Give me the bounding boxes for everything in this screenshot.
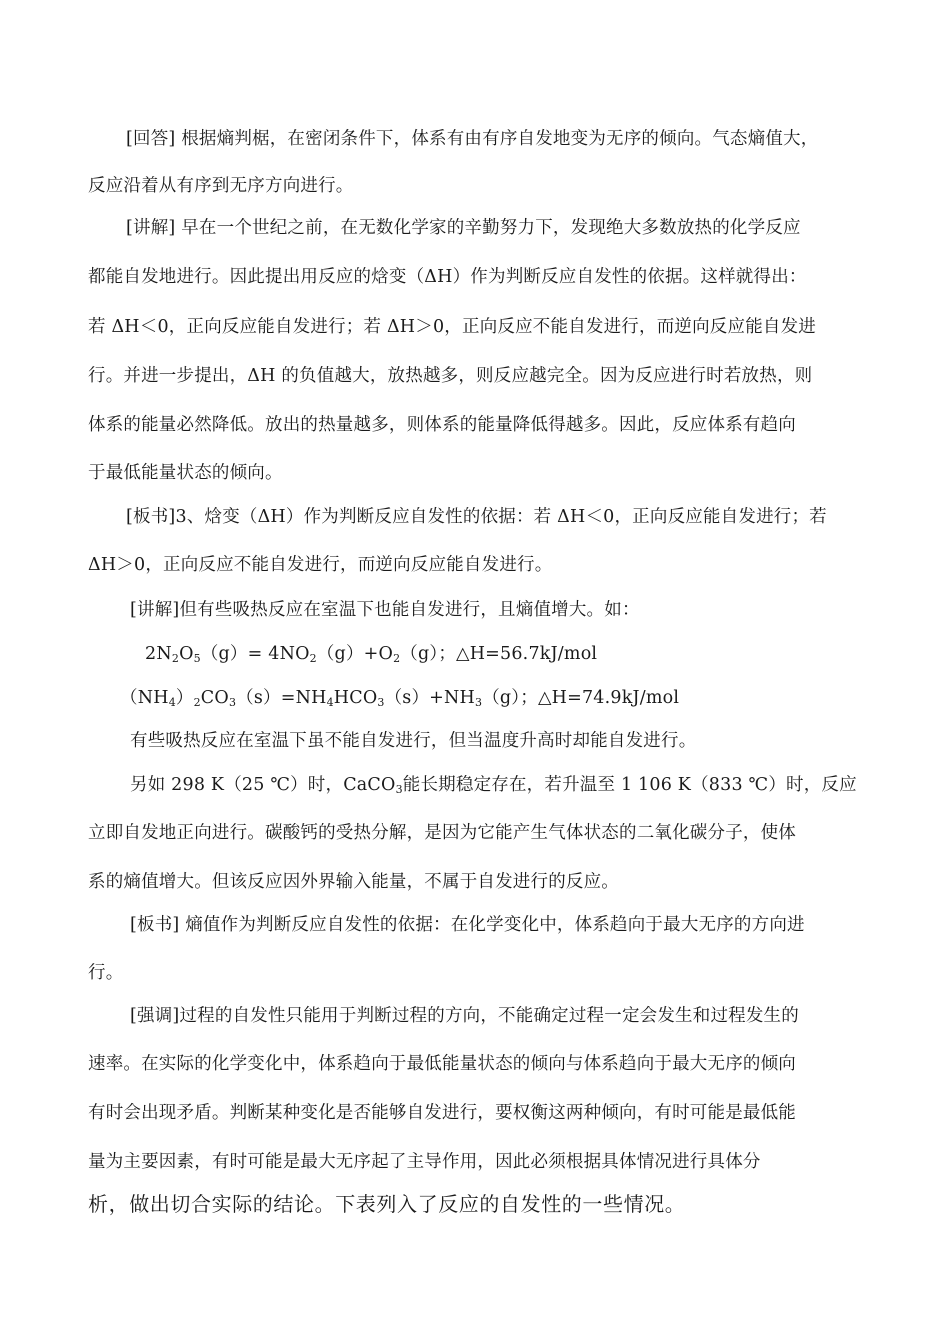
paragraph-endothermic-note: 有些吸热反应在室温下虽不能自发进行，但当温度升高时却能自发进行。 bbox=[130, 731, 697, 751]
paragraph-board2-line-1: [板书] 熵值作为判断反应自发性的依据：在化学变化中，体系趋向于最大无序的方向进 bbox=[130, 915, 805, 935]
paragraph-emphasis-line-1: [强调]过程的自发性只能用于判断过程的方向，不能确定过程一定会发生和过程发生的 bbox=[130, 1006, 799, 1026]
paragraph-caco3-line-1: 另如 298 K（25 ℃）时，CaCO$_3$能长期稳定存在，若升温至 1 106 K（833 ℃）时，反应 bbox=[130, 775, 857, 796]
paragraph-lecture-line-5: 体系的能量必然降低。放出的热量越多，则体系的能量降低得越多。因此，反应体系有趋向 bbox=[88, 415, 796, 435]
paragraph-caco3-line-3: 系的熵值增大。但该反应因外界输入能量，不属于自发进行的反应。 bbox=[88, 872, 619, 892]
equation-ammonium-carbonate: $(NH_4)_2CO_3(s)=NH_4HCO_3(s)+NH_3(g)$；△H=74.9kJ/mol bbox=[120, 688, 680, 709]
paragraph-board-line-2: ΔH＞0，正向反应不能自发进行，而逆向反应能自发进行。 bbox=[88, 555, 553, 575]
paragraph-lecture-line-6: 于最低能量状态的倾向。 bbox=[88, 463, 283, 483]
paragraph-emphasis-line-3: 有时会出现矛盾。判断某种变化是否能够自发进行，要权衡这两种倾向，有时可能是最低能 bbox=[88, 1103, 796, 1123]
paragraph-board-line-1: [板书]3、焓变（ΔH）作为判断反应自发性的依据：若 ΔH＜0，正向反应能自发进行；若 bbox=[126, 507, 827, 527]
paragraph-board2-line-2: 行。 bbox=[88, 963, 124, 983]
paragraph-emphasis-line-5: 析，做出切合实际的结论。下表列入了反应的自发性的一些情况。 bbox=[88, 1192, 686, 1216]
paragraph-lecture-line-1: [讲解] 早在一个世纪之前，在无数化学家的辛勤努力下，发现绝大多数放热的化学反应 bbox=[126, 218, 801, 238]
paragraph-emphasis-line-4: 量为主要因素，有时可能是最大无序起了主导作用，因此必须根据具体情况进行具体分 bbox=[88, 1152, 761, 1172]
paragraph-lecture-line-4: 行。并进一步提出，ΔH 的负值越大，放热越多，则反应越完全。因为反应进行时若放热，则 bbox=[88, 366, 813, 386]
equation-n2o5: $2N_2O_5(g)= 4NO_2(g)+O_2(g)$；△H=56.7kJ/mol bbox=[145, 644, 598, 665]
paragraph-caco3-line-2: 立即自发地正向进行。碳酸钙的受热分解，是因为它能产生气体状态的二氧化碳分子，使体 bbox=[88, 823, 796, 843]
paragraph-emphasis-line-2: 速率。在实际的化学变化中，体系趋向于最低能量状态的倾向与体系趋向于最大无序的倾向 bbox=[88, 1054, 796, 1074]
paragraph-lecture-line-2: 都能自发地进行。因此提出用反应的焓变（ΔH）作为判断反应自发性的依据。这样就得出： bbox=[88, 267, 807, 287]
paragraph-lecture2-line-1: [讲解]但有些吸热反应在室温下也能自发进行，且熵值增大。如： bbox=[130, 600, 640, 620]
paragraph-answer-line-2: 反应沿着从有序到无序方向进行。 bbox=[88, 176, 354, 196]
paragraph-lecture-line-3: 若 ΔH＜0，正向反应能自发进行；若 ΔH＞0，正向反应不能自发进行，而逆向反应能自发进 bbox=[88, 317, 816, 337]
paragraph-answer-line-1: [回答] 根据熵判椐，在密闭条件下，体系有由有序自发地变为无序的倾向。气态熵值大， bbox=[126, 129, 819, 149]
